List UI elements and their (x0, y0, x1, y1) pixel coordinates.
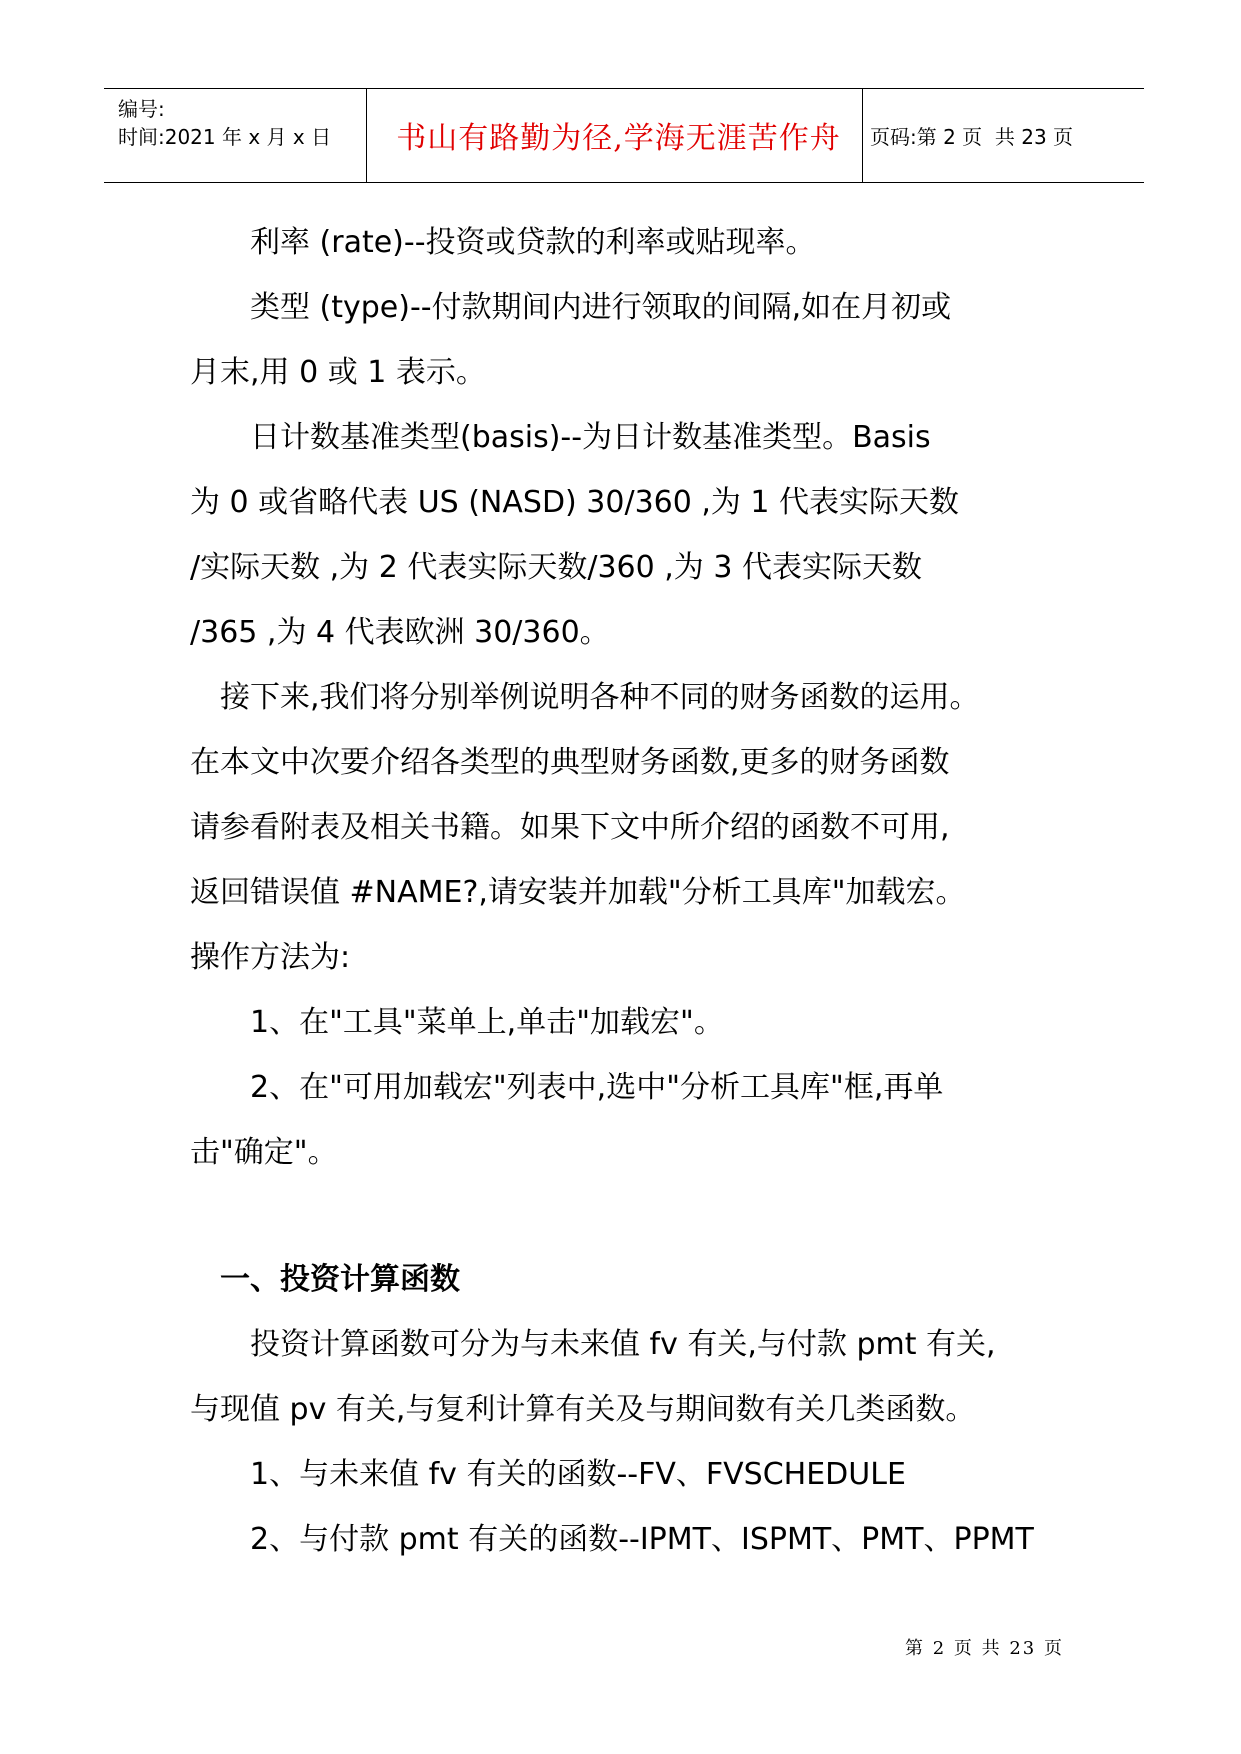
text-line: 为 0 或省略代表 US (NASD) 30/360 ,为 1 代表实际天数 (190, 485, 960, 520)
text-line: 请参看附表及相关书籍。如果下文中所介绍的函数不可用, (190, 810, 950, 845)
header-motto: 书山有路勤为径,学海无涯苦作舟 (396, 121, 841, 156)
text-line: 2、与付款 pmt 有关的函数--IPMT、ISPMT、PMT、PPMT (190, 1522, 1034, 1557)
section-heading: 一、投资计算函数 (190, 1262, 460, 1297)
header-page-label: 页码:第 2 页 共 23 页 (870, 124, 1074, 149)
header-divider (862, 89, 863, 182)
text-line: 操作方法为: (190, 940, 351, 975)
text-line: 1、与未来值 fv 有关的函数--FV、FVSCHEDULE (190, 1457, 906, 1492)
text-line: 与现值 pv 有关,与复利计算有关及与期间数有关几类函数。 (190, 1392, 976, 1427)
header-meta (118, 95, 331, 151)
text-line: 击"确定"。 (190, 1135, 338, 1170)
text-line: 在本文中次要介绍各类型的典型财务函数,更多的财务函数 (190, 745, 950, 780)
text-line: 日计数基准类型(basis)--为日计数基准类型。Basis (190, 420, 931, 455)
text-line: 投资计算函数可分为与未来值 fv 有关,与付款 pmt 有关, (190, 1327, 996, 1362)
page-footer: 第 2 页 共 23 页 (905, 1638, 1064, 1659)
text-line: /365 ,为 4 代表欧洲 30/360。 (190, 615, 610, 650)
text-line: 接下来,我们将分别举例说明各种不同的财务函数的运用。 (190, 680, 980, 715)
text-line: 月末,用 0 或 1 表示。 (190, 355, 486, 390)
document-body (190, 210, 1070, 1572)
paragraph-gap (190, 1185, 1070, 1247)
number-label: 编号: (118, 97, 165, 121)
text-line: 2、在"可用加载宏"列表中,选中"分析工具库"框,再单 (190, 1070, 944, 1105)
text-line: 类型 (type)--付款期间内进行领取的间隔,如在月初或 (190, 290, 952, 325)
header-divider (366, 89, 367, 182)
text-line: 返回错误值 #NAME?,请安装并加载"分析工具库"加载宏。 (190, 875, 966, 910)
text-line: 利率 (rate)--投资或贷款的利率或贴现率。 (190, 225, 816, 260)
text-line: 1、在"工具"菜单上,单击"加载宏"。 (190, 1005, 724, 1040)
text-line: /实际天数 ,为 2 代表实际天数/360 ,为 3 代表实际天数 (190, 550, 922, 585)
page-header (104, 88, 1144, 183)
time-label: 时间:2021 年 x 月 x 日 (118, 125, 332, 149)
